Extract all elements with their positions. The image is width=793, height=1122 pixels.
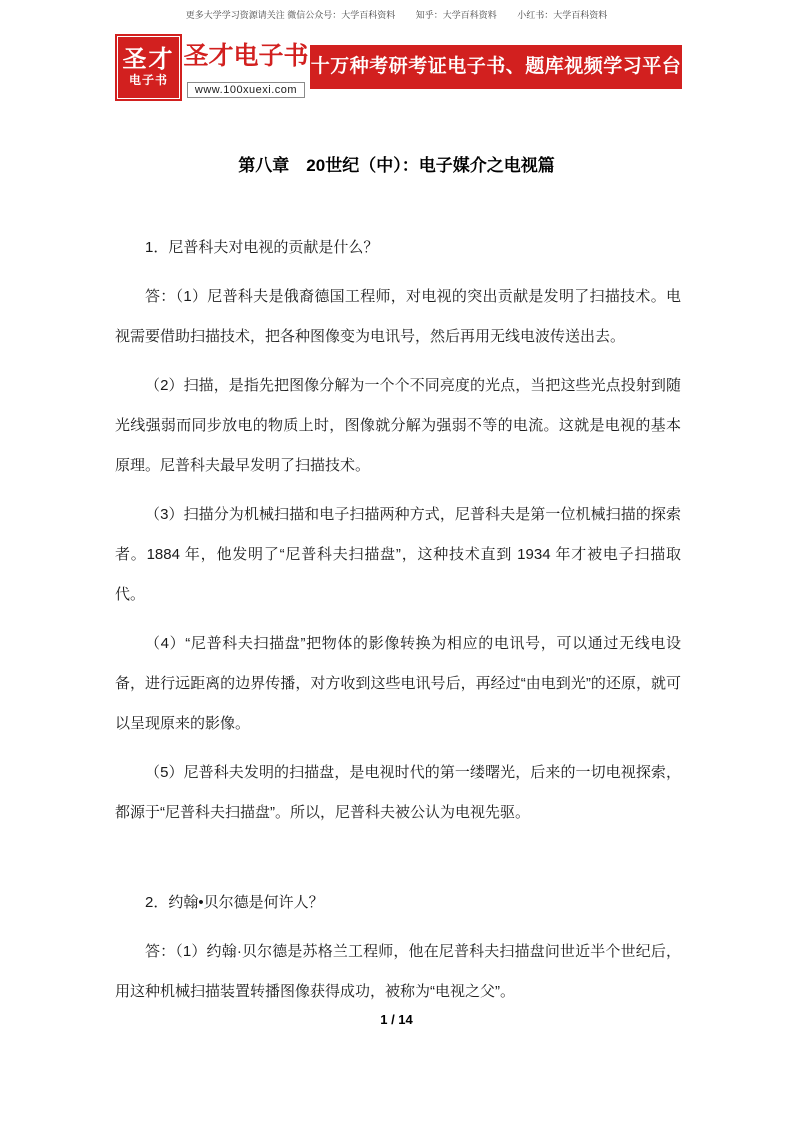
answer-1-part-5: （5）尼普科夫发明的扫描盘，是电视时代的第一缕曙光，后来的一切电视探索，都源于“尼普科夫扫描盘”。所以，尼普科夫被公认为电视先驱。 — [115, 764, 681, 821]
top-note-wechat: 更多大学学习资源请关注 微信公众号：大学百科资料 — [185, 10, 396, 20]
brand-logo-icon — [115, 34, 182, 101]
answer-1-part-4: （4）“尼普科夫扫描盘”把物体的影像转换为相应的电讯号，可以通过无线电设备，进行远距离的边界传播，对方收到这些电讯号后，再经过“由电到光”的还原，就可以呈现原来的影像。 — [115, 635, 681, 732]
question-2: 2．约翰•贝尔德是何许人？ — [145, 894, 324, 911]
top-note-zhihu: 知乎：大学百科资料 — [415, 10, 497, 20]
page-number: 1 / 14 — [380, 1012, 413, 1027]
logo-text-primary: 圣才 — [122, 47, 175, 73]
top-note — [0, 0, 793, 21]
brand-name: 圣才电子书 — [183, 42, 309, 70]
answer-1-part-3: （3）扫描分为机械扫描和电子扫描两种方式，尼普科夫是第一位机械扫描的探索者。1884 年，他发明了“尼普科夫扫描盘”，这种技术直到 1934 年才被电子扫描取代。 — [115, 506, 681, 603]
top-note-xiaohongshu: 小红书：大学百科资料 — [517, 10, 608, 20]
answer-1-part-1: 答：（1）尼普科夫是俄裔德国工程师，对电视的突出贡献是发明了扫描技术。电视需要借助扫描技术，把各种图像变为电讯号，然后再用无线电波传送出去。 — [115, 288, 681, 345]
brand-block — [182, 34, 310, 101]
answer-2-part-1: 答：（1）约翰·贝尔德是苏格兰工程师，他在尼普科夫扫描盘问世近半个世纪后，用这种机械扫描装置转播图像获得成功，被称为“电视之父”。 — [115, 943, 681, 1000]
brand-url: www.100xuexi.com — [187, 82, 305, 98]
logo-text-secondary: 电子书 — [128, 73, 168, 87]
answer-1-part-2: （2）扫描，是指先把图像分解为一个个不同亮度的光点，当把这些光点投射到随光线强弱而同步放电的物质上时，图像就分解为强弱不等的电流。这就是电视的基本原理。尼普科夫最早发明了扫描技术。 — [115, 377, 681, 474]
promo-banner: 十万种考研考证电子书、题库视频学习平台 — [310, 45, 682, 89]
document-body — [115, 228, 681, 1012]
brand-header — [115, 33, 682, 101]
question-1: 1．尼普科夫对电视的贡献是什么？ — [145, 239, 379, 256]
chapter-title: 第八章 20世纪（中）：电子媒介之电视篇 — [238, 156, 555, 175]
